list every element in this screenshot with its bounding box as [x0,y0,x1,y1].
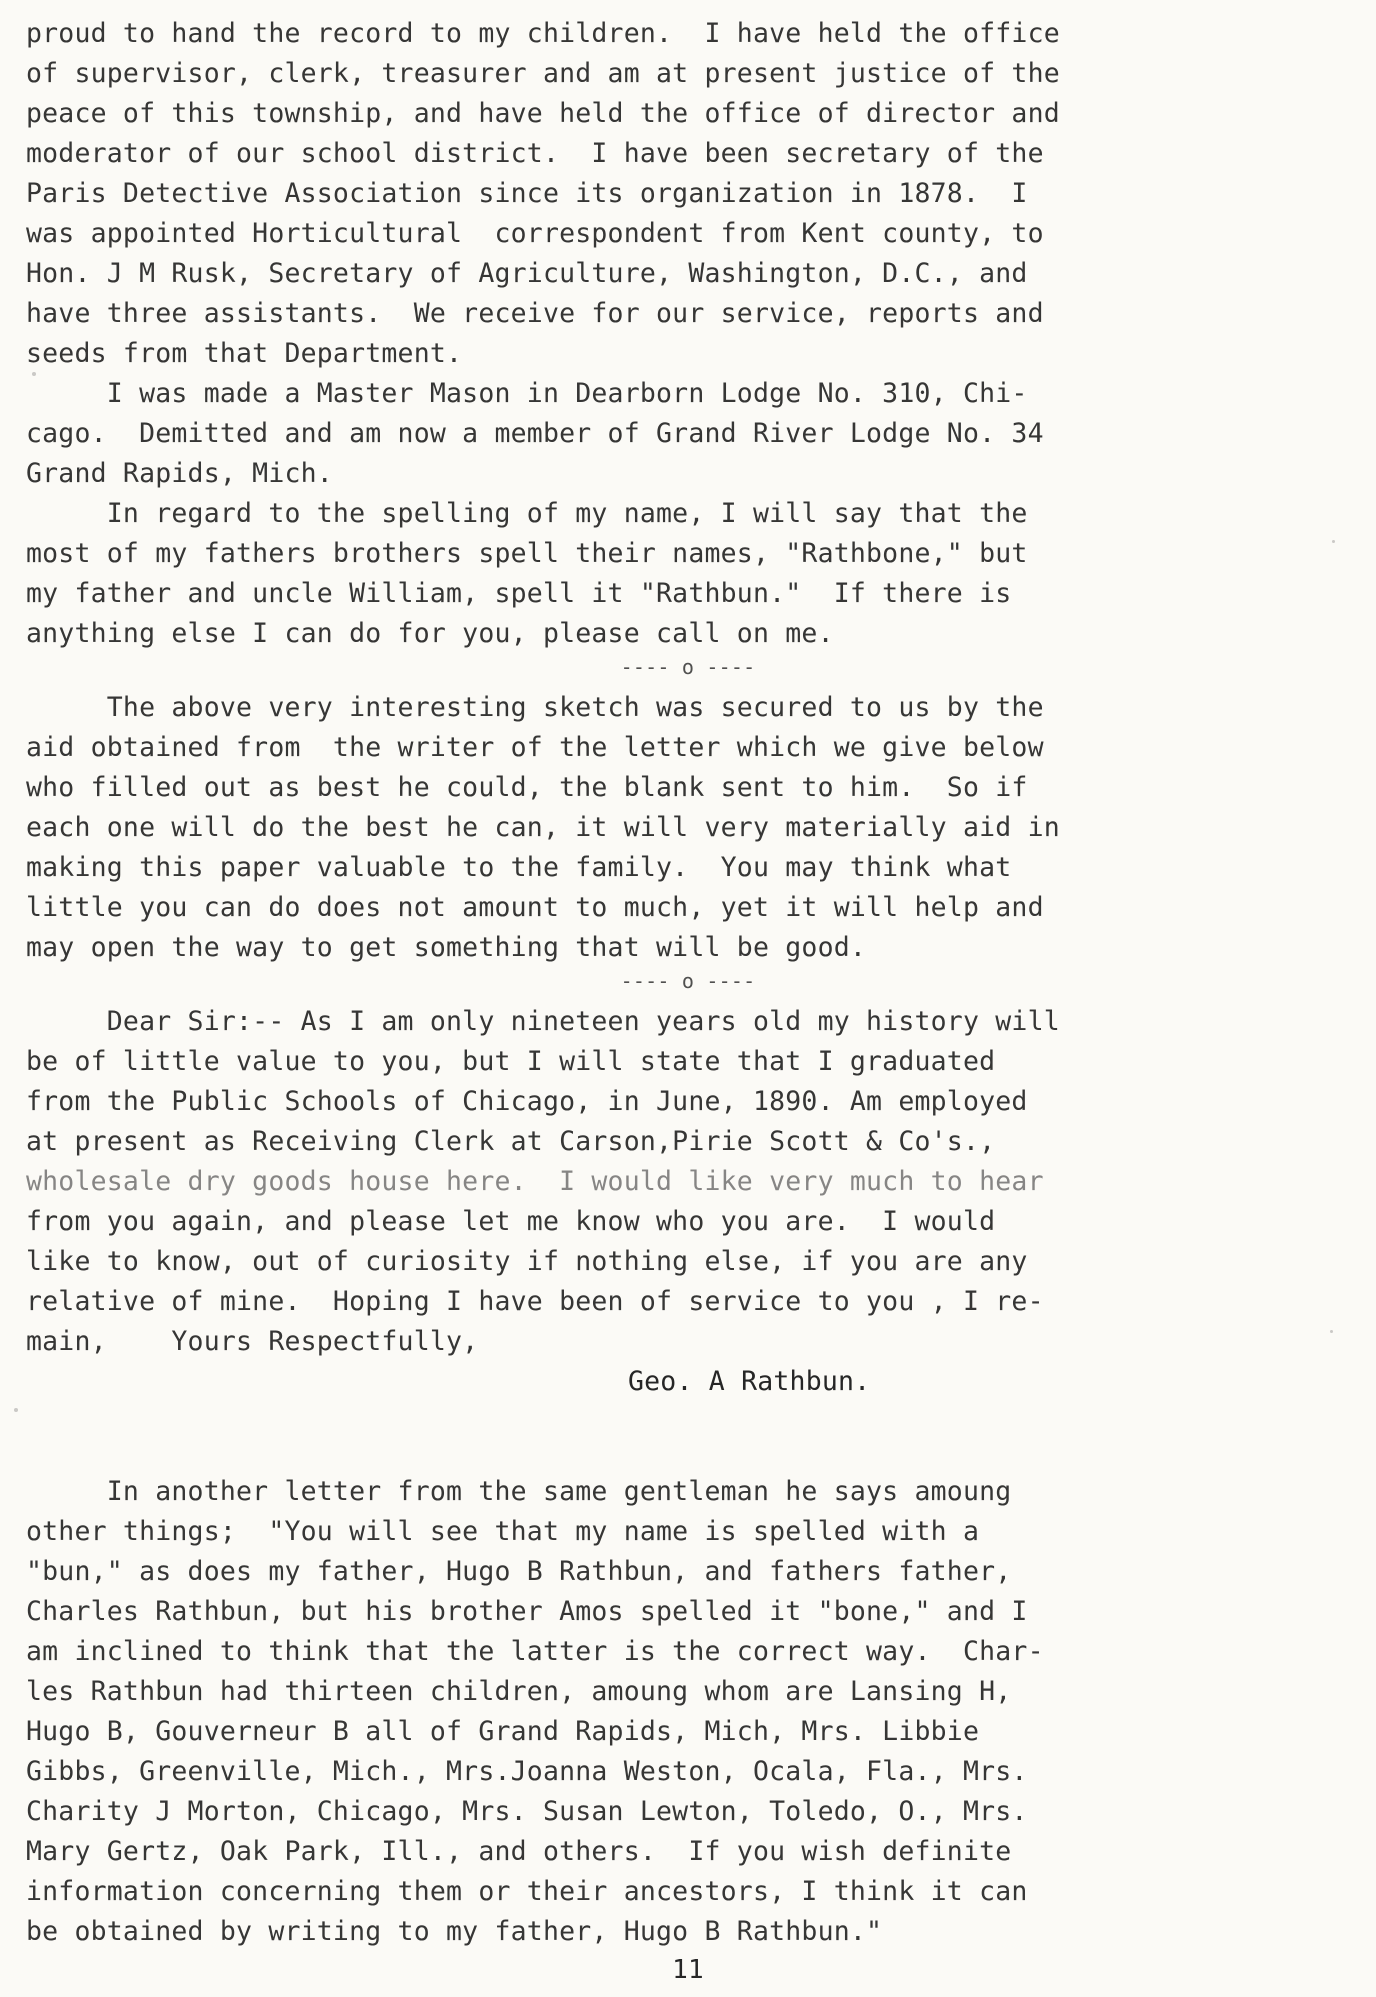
speck-mark [1330,1330,1333,1333]
text-line: Hugo B, Gouverneur B all of Grand Rapids, Mich, Mrs. Libbie [26,1716,980,1747]
text-line: Mary Gertz, Oak Park, Ill., and others. If you wish definite [26,1836,1012,1867]
section-separator: ---- o ---- [620,655,756,679]
text-line: Charles Rathbun, but his brother Amos spelled it "bone," and I [26,1596,1028,1627]
text-line: am inclined to think that the latter is the correct way. Char- [26,1636,1044,1667]
text-line: anything else I can do for you, please call on me. [26,618,834,649]
text-line: little you can do does not amount to much, yet it will help and [26,892,1044,923]
text-line: most of my fathers brothers spell their names, "Rathbone," but [26,538,1028,569]
text-line: Gibbs, Greenville, Mich., Mrs.Joanna Weston, Ocala, Fla., Mrs. [26,1756,1028,1787]
text-line: information concerning them or their ancestors, I think it can [26,1876,1028,1907]
text-line: Grand Rapids, Mich. [26,458,333,489]
text-line: Paris Detective Association since its organization in 1878. I [26,178,1028,209]
text-line: be of little value to you, but I will state that I graduated [26,1046,996,1077]
text-line: of supervisor, clerk, treasurer and am at present justice of the [26,58,1060,89]
text-line: each one will do the best he can, it will very materially aid in [26,812,1060,843]
text-line: be obtained by writing to my father, Hugo B Rathbun." [26,1916,883,1947]
text-line: relative of mine. Hoping I have been of service to you , I re- [26,1286,1044,1317]
text-line: at present as Receiving Clerk at Carson,Pirie Scott & Co's., [26,1126,996,1157]
text-line: who filled out as best he could, the blank sent to him. So if [26,772,1028,803]
text-line: In another letter from the same gentleman he says amoung [26,1476,1012,1507]
text-line: main, Yours Respectfully, [26,1326,479,1357]
text-line: moderator of our school district. I have been secretary of the [26,138,1044,169]
text-line: aid obtained from the writer of the letter which we give below [26,732,1044,763]
text-line: may open the way to get something that will be good. [26,932,867,963]
text-line: making this paper valuable to the family. You may think what [26,852,1012,883]
text-line: proud to hand the record to my children. I have held the office [26,18,1060,49]
section-separator: ---- o ---- [620,969,756,993]
page-number: 11 [672,1955,704,1985]
text-line: from the Public Schools of Chicago, in June, 1890. Am employed [26,1086,1028,1117]
signature: Geo. A Rathbun. [628,1366,871,1397]
text-line: I was made a Master Mason in Dearborn Lodge No. 310, Chi- [26,378,1028,409]
text-line: wholesale dry goods house here. I would like very much to hear [26,1166,1044,1197]
text-line: seeds from that Department. [26,338,463,369]
text-line: The above very interesting sketch was secured to us by the [26,692,1044,723]
text-line: was appointed Horticultural correspondent from Kent county, to [26,218,1044,249]
text-line: have three assistants. We receive for our service, reports and [26,298,1044,329]
text-line: Charity J Morton, Chicago, Mrs. Susan Lewton, Toledo, O., Mrs. [26,1796,1028,1827]
text-line: In regard to the spelling of my name, I will say that the [26,498,1028,529]
text-line: Dear Sir:-- As I am only nineteen years old my history will [26,1006,1060,1037]
text-line: other things; "You will see that my name is spelled with a [26,1516,980,1547]
speck-mark [1332,540,1335,543]
text-line: "bun," as does my father, Hugo B Rathbun, and fathers father, [26,1556,1012,1587]
text-line: cago. Demitted and am now a member of Grand River Lodge No. 34 [26,418,1044,449]
text-line: les Rathbun had thirteen children, amoung whom are Lansing H, [26,1676,1012,1707]
speck-mark [14,1408,18,1412]
text-line: my father and uncle William, spell it "Rathbun." If there is [26,578,1012,609]
text-line: from you again, and please let me know who you are. I would [26,1206,996,1237]
text-line: peace of this township, and have held the office of director and [26,98,1060,129]
text-line: Hon. J M Rusk, Secretary of Agriculture, Washington, D.C., and [26,258,1028,289]
speck-mark [32,372,36,376]
text-line: like to know, out of curiosity if nothing else, if you are any [26,1246,1028,1277]
